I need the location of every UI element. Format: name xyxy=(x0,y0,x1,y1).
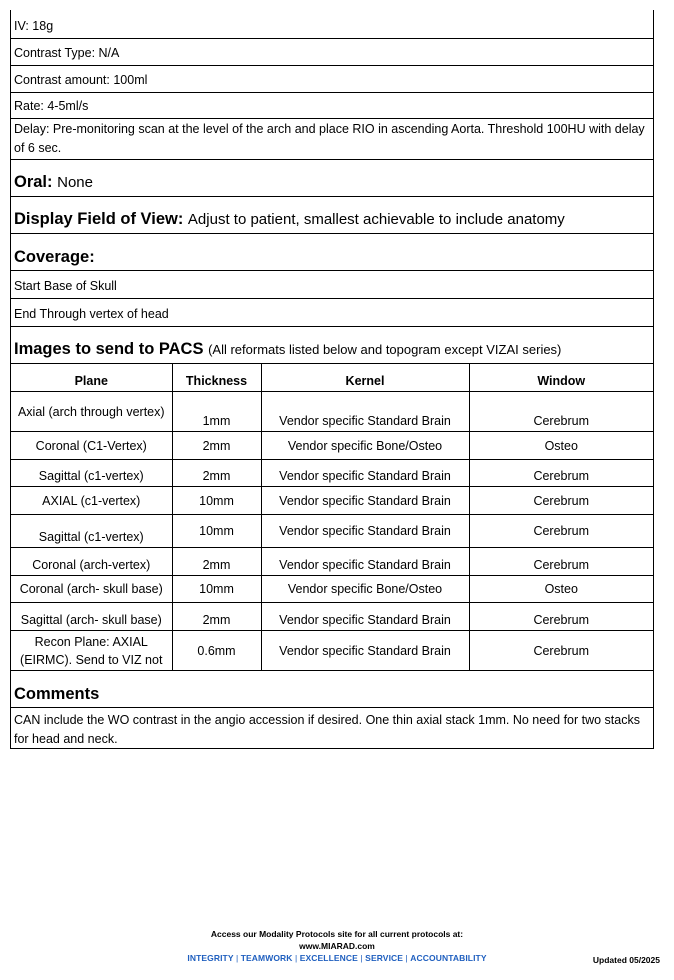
cell-plane: Coronal (C1-Vertex) xyxy=(11,432,172,460)
footer-website-link[interactable]: www.MIARAD.com xyxy=(299,941,375,951)
cell-window: Cerebrum xyxy=(469,603,653,631)
rate-text: Rate: 4-5ml/s xyxy=(14,99,89,113)
value-teamwork: TEAMWORK xyxy=(240,953,293,963)
cell-thickness: 1mm xyxy=(172,392,261,432)
coverage-end-text: End Through vertex of head xyxy=(14,307,169,321)
pacs-note: (All reformats listed below and topogram except VIZAI series) xyxy=(208,342,562,357)
cell-plane: Recon Plane: AXIAL (EIRMC). Send to VIZ not xyxy=(11,631,172,671)
header-window: Window xyxy=(469,364,653,392)
delay-row xyxy=(11,119,653,160)
contrast-type-row xyxy=(11,39,653,66)
cell-plane: Sagittal (arch- skull base) xyxy=(11,603,172,631)
cell-kernel: Vendor specific Standard Brain xyxy=(261,392,469,432)
table-row xyxy=(11,576,653,603)
cell-kernel: Vendor specific Standard Brain xyxy=(261,460,469,487)
comments-row xyxy=(11,671,653,708)
value-accountability: ACCOUNTABILITY xyxy=(410,953,487,963)
cell-thickness: 0.6mm xyxy=(172,631,261,671)
protocol-sheet xyxy=(10,10,654,749)
coverage-end-row xyxy=(11,299,653,327)
cell-window: Osteo xyxy=(469,432,653,460)
value-integrity: INTEGRITY xyxy=(187,953,234,963)
cell-window: Cerebrum xyxy=(469,487,653,515)
footer-access-text: Access our Modality Protocols site for all current protocols at: xyxy=(210,929,464,939)
comments-text-row xyxy=(11,708,653,749)
cell-plane: Axial (arch through vertex) xyxy=(11,392,172,432)
cell-kernel: Vendor specific Bone/Osteo xyxy=(261,432,469,460)
dfov-value: Adjust to patient, smallest achievable to include anatomy xyxy=(187,211,565,228)
pacs-table xyxy=(11,364,653,671)
cell-plane: Sagittal (c1-vertex) xyxy=(11,515,172,548)
header-kernel: Kernel xyxy=(261,364,469,392)
table-row xyxy=(11,603,653,631)
value-excellence: EXCELLENCE xyxy=(299,953,358,963)
cell-thickness: 10mm xyxy=(172,576,261,603)
cell-plane: Coronal (arch-vertex) xyxy=(11,548,172,576)
table-row xyxy=(11,487,653,515)
oral-value: None xyxy=(57,174,93,191)
cell-window: Cerebrum xyxy=(469,631,653,671)
cell-thickness: 10mm xyxy=(172,487,261,515)
cell-thickness: 2mm xyxy=(172,603,261,631)
coverage-label: Coverage: xyxy=(14,248,95,266)
dfov-label: Display Field of View: xyxy=(14,210,184,228)
coverage-row xyxy=(11,234,653,271)
contrast-amount-row xyxy=(11,66,653,93)
table-row xyxy=(11,460,653,487)
cell-plane: AXIAL (c1-vertex) xyxy=(11,487,172,515)
cell-plane: Sagittal (c1-vertex) xyxy=(11,460,172,487)
cell-kernel: Vendor specific Standard Brain xyxy=(261,515,469,548)
cell-thickness: 10mm xyxy=(172,515,261,548)
header-plane: Plane xyxy=(11,364,172,392)
cell-thickness: 2mm xyxy=(172,548,261,576)
comments-text: CAN include the WO contrast in the angio accession if desired. One thin axial stack 1mm. No need for two stacks for head and neck. xyxy=(14,713,640,746)
table-row xyxy=(11,548,653,576)
cell-window: Cerebrum xyxy=(469,515,653,548)
iv-text: IV: 18g xyxy=(14,19,54,33)
cell-window: Cerebrum xyxy=(469,392,653,432)
header-thickness: Thickness xyxy=(172,364,261,392)
table-row xyxy=(11,392,653,432)
updated-date: Updated 05/2025 xyxy=(592,955,660,965)
dfov-row xyxy=(11,197,653,234)
cell-thickness: 2mm xyxy=(172,460,261,487)
contrast-amount-text: Contrast amount: 100ml xyxy=(14,73,148,87)
delay-text: Delay: Pre-monitoring scan at the level of the arch and place RIO in ascending Aorta. Threshold 100HU with delay of 6 sec. xyxy=(14,122,645,155)
cell-kernel: Vendor specific Standard Brain xyxy=(261,631,469,671)
oral-row xyxy=(11,160,653,197)
cell-kernel: Vendor specific Standard Brain xyxy=(261,487,469,515)
rate-row xyxy=(11,93,653,119)
cell-window: Cerebrum xyxy=(469,548,653,576)
coverage-start-text: Start Base of Skull xyxy=(14,279,117,293)
table-row xyxy=(11,631,653,671)
table-row xyxy=(11,515,653,548)
table-row xyxy=(11,432,653,460)
comments-label: Comments xyxy=(14,685,100,703)
value-service: SERVICE xyxy=(365,953,404,963)
oral-label: Oral: xyxy=(14,173,53,191)
cell-window: Osteo xyxy=(469,576,653,603)
page-footer xyxy=(0,928,674,964)
pacs-label: Images to send to PACS xyxy=(14,340,204,358)
cell-kernel: Vendor specific Standard Brain xyxy=(261,603,469,631)
cell-window: Cerebrum xyxy=(469,460,653,487)
cell-plane: Coronal (arch- skull base) xyxy=(11,576,172,603)
contrast-type-text: Contrast Type: N/A xyxy=(14,46,120,60)
iv-row xyxy=(11,10,653,39)
pacs-table-header xyxy=(11,364,653,392)
pacs-row xyxy=(11,327,653,364)
cell-kernel: Vendor specific Standard Brain xyxy=(261,548,469,576)
cell-kernel: Vendor specific Bone/Osteo xyxy=(261,576,469,603)
cell-thickness: 2mm xyxy=(172,432,261,460)
coverage-start-row xyxy=(11,271,653,299)
footer-values: INTEGRITY | TEAMWORK | EXCELLENCE | SERVICE | ACCOUNTABILITY xyxy=(187,953,487,963)
